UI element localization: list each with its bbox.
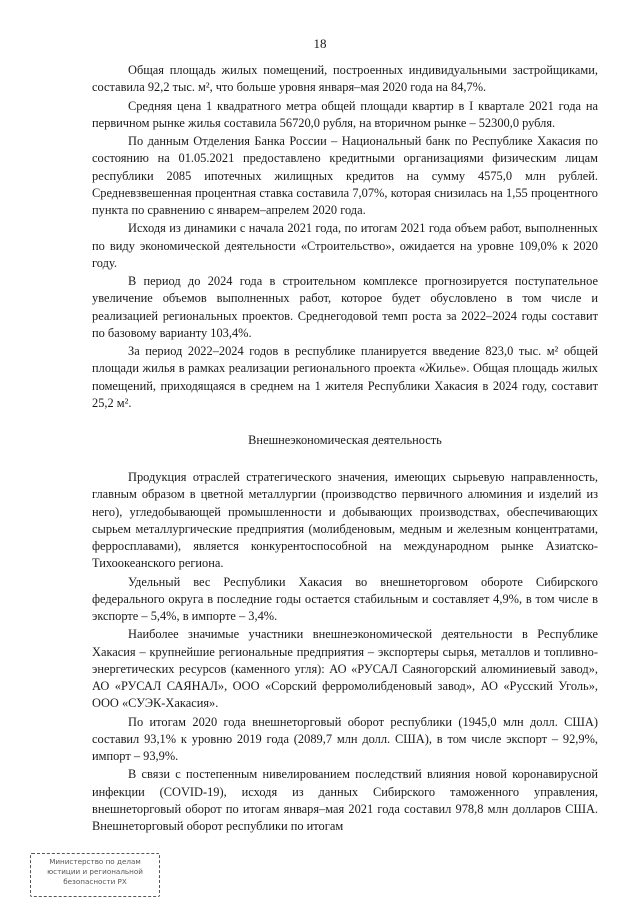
paragraph: В период до 2024 года в строительном комплексе прогнозируется поступательное увеличение объемов выполненных работ, которое будет обусловлено в том числе и реализацией региональных проектов. Среднегодовой темп роста за 2022–2024 годы составит по базовому варианту 103,4%. xyxy=(92,274,598,340)
stamp-line: юстиции и региональной xyxy=(47,867,143,876)
page-number: 18 xyxy=(313,36,327,51)
paragraph: Продукция отраслей стратегического значения, имеющих сырьевую направленность, главным образом в цветной металлургии (производство первичного алюминия и изделий из него), угледобывающей промышленности и добывающих производствах, обеспечивающих сырьем металлургические предприятия (молибденовым, медным и железным концентратами, ферросплавами), является конкурентоспособной на международном рынке Азиатско-Тихоокеанского региона. xyxy=(92,470,598,571)
paragraph: Наиболее значимые участники внешнеэкономической деятельности в Республике Хакасия – крупнейшие региональные предприятия – экспортеры сырья, металлов и топливно-энергетических ресурсов (каменного угля): АО «РУСАЛ Саяногорский алюминиевый завод», АО «РУСАЛ САЯНАЛ», ООО «Сорский ферромолибденовый завод», АО «Русский Уголь», ООО «СУЭК-Хакасия». xyxy=(92,627,598,711)
paragraph: В связи с постепенным нивелированием последствий влияния новой коронавирусной инфекции (COVID-19), исходя из данных Сибирского таможенного управления, внешнеторговый оборот по итогам января–мая 2021 года составил 978,8 млн долларов США. Внешнеторговый оборот республики по итогам xyxy=(92,767,598,834)
registration-stamp xyxy=(30,853,160,897)
document-body xyxy=(92,62,598,835)
stamp-line: безопасности РХ xyxy=(63,877,127,886)
paragraph: Исходя из динамики с начала 2021 года, по итогам 2021 года объем работ, выполненных по виду экономической деятельности «Строительство», ожидается на уровне 109,0% к 2020 году. xyxy=(92,221,598,270)
section-heading: Внешнеэкономическая деятельность xyxy=(248,433,442,447)
stamp-line: Министерство по делам xyxy=(49,857,141,866)
paragraph: Средняя цена 1 квадратного метра общей площади квартир в I квартале 2021 года на первичном рынке жилья составила 56720,0 рубля, на вторичном рынке – 52300,0 рубля. xyxy=(92,98,598,130)
paragraph: По данным Отделения Банка России – Национальный банк по Республике Хакасия по состоянию на 01.05.2021 предоставлено кредитными организациями физическим лицам республики 2085 ипотечных жилищных кредитов на сумму 4575,0 млн рублей. Средневзвешенная процентная ставка составила 7,07%, которая снизилась на 1,55 процентного пункта по сравнению с январем–апрелем 2020 года. xyxy=(92,134,598,217)
paragraph: Общая площадь жилых помещений, построенных индивидуальными застройщиками, составила 92,2 тыс. м², что больше уровня января–мая 2020 года на 84,7%. xyxy=(92,63,598,95)
paragraph: За период 2022–2024 годов в республике планируется введение 823,0 тыс. м² общей площади жилья в рамках реализации регионального проекта «Жилье». Общая площадь жилых помещений, приходящаяся в среднем на 1 жителя Республики Хакасия в 2024 году, составит 25,2 м². xyxy=(92,344,598,410)
paragraph: Удельный вес Республики Хакасия во внешнеторговом обороте Сибирского федерального округа в последние годы остается стабильным и составляет 4,9%, в том числе в экспорте – 5,4%, в импорте – 3,4%. xyxy=(92,574,598,624)
paragraph: По итогам 2020 года внешнеторговый оборот республики (1945,0 млн долл. США) составил 93,1% к уровню 2019 года (2089,7 млн долл. США), в том числе экспорт – 92,9%, импорт – 93,9%. xyxy=(92,714,598,764)
